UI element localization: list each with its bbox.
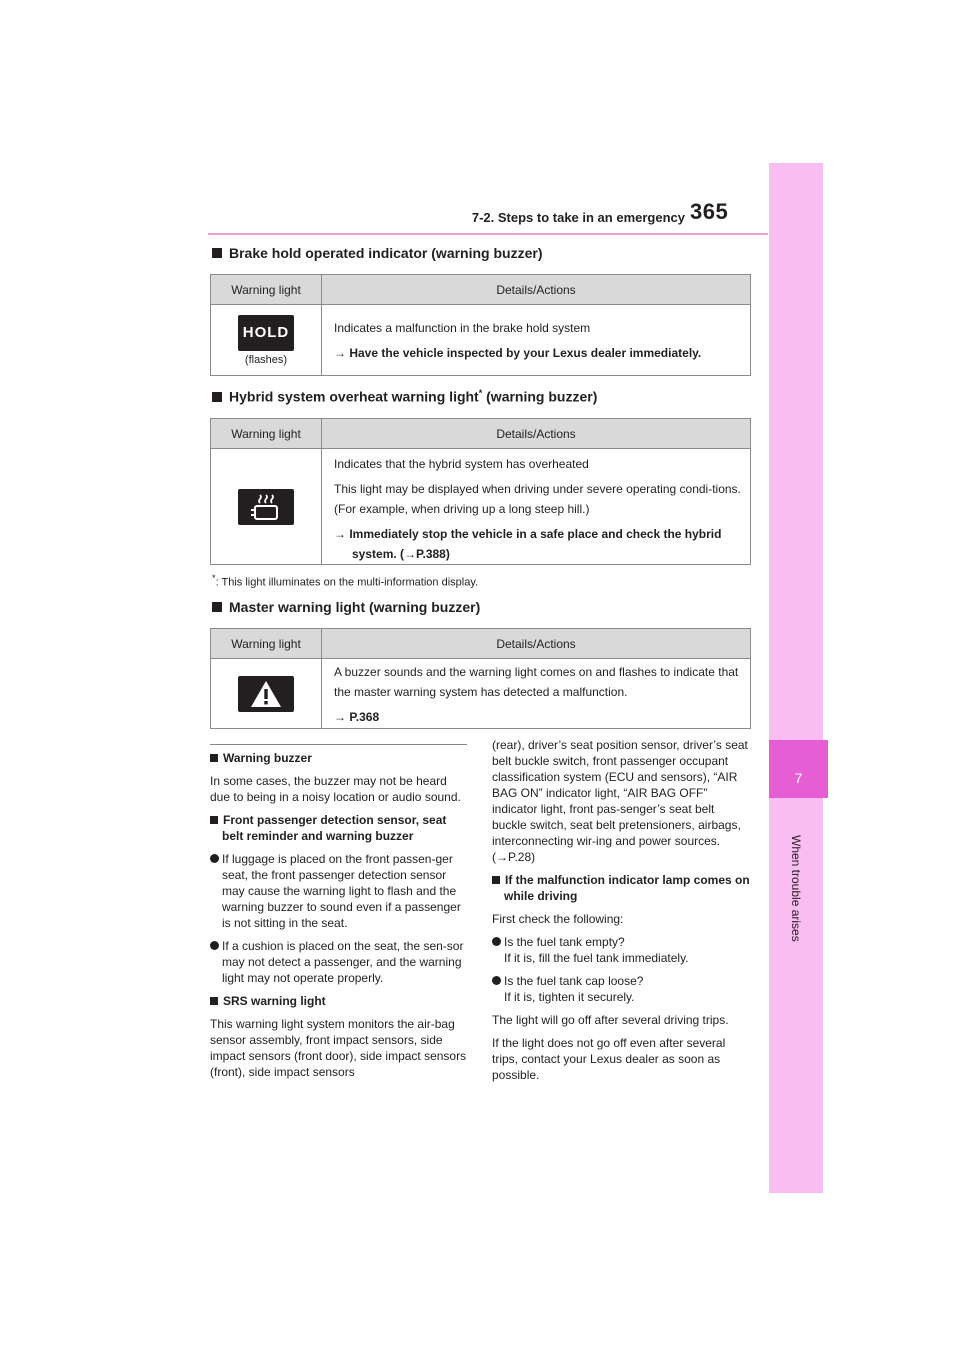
bullet-dot-icon bbox=[492, 976, 501, 985]
square-bullet-icon bbox=[210, 754, 218, 762]
bullet-dot-icon bbox=[492, 937, 501, 946]
square-bullet-icon bbox=[210, 997, 218, 1005]
table-row bbox=[211, 659, 750, 728]
arrow-icon: → bbox=[334, 527, 346, 541]
arrow-icon: → bbox=[334, 346, 346, 360]
page-number: 365 bbox=[690, 199, 729, 224]
hybrid-overheat-icon bbox=[238, 489, 294, 525]
table-hybrid-overheat bbox=[210, 418, 751, 565]
detail-text: Indicates that the hybrid system has overheated bbox=[334, 457, 589, 471]
note-bullet: If a cushion is placed on the seat, the sen-sor may not detect a passenger, and the warning light may not operate properly. bbox=[210, 938, 468, 986]
bullet-dot-icon bbox=[210, 941, 219, 950]
detail-text: A buzzer sounds and the warning light comes on and flashes to indicate that the master warning system has detected a malfunction. bbox=[334, 665, 739, 699]
arrow-icon: → bbox=[334, 710, 346, 724]
col-details-actions: Details/Actions bbox=[496, 636, 576, 651]
table-master-warning bbox=[210, 628, 751, 729]
section-title: 7-2. Steps to take in an emergency bbox=[471, 210, 685, 225]
footnote-marker: * bbox=[478, 388, 483, 398]
note-text: First check the following: bbox=[492, 912, 624, 926]
icon-caption: (flashes) bbox=[244, 353, 288, 366]
table-brake-hold bbox=[210, 274, 751, 376]
note-bullet: Is the fuel tank cap loose? If it is, tighten it securely. bbox=[492, 973, 750, 1005]
detail-text: This light may be displayed when driving under severe operating condi-tions. (For example, when driving up a long steep hill.) bbox=[334, 482, 741, 516]
table-header bbox=[211, 629, 750, 659]
col-warning-light: Warning light bbox=[211, 419, 322, 448]
square-bullet-icon bbox=[212, 602, 222, 612]
note-bullet: If luggage is placed on the front passen-ger seat, the front passenger detection sensor may cause the warning light to flash and the warning buzzer to sound even if a passenger is not sitting in the seat. bbox=[210, 851, 468, 931]
square-bullet-icon bbox=[212, 248, 222, 258]
action-text: → Have the vehicle inspected by your Lexus dealer immediately. bbox=[334, 346, 702, 360]
chapter-title: When trouble arises bbox=[789, 834, 803, 942]
note-text: This warning light system monitors the air-bag sensor assembly, front impact sensors, side impact sensors (front door), side impact sensors (front), side impact sensors bbox=[210, 1017, 467, 1079]
master-warning-icon bbox=[238, 676, 294, 712]
section-heading-master-warning: Master warning light (warning buzzer) bbox=[212, 599, 480, 615]
note-text: In some cases, the buzzer may not be heard due to being in a noisy location or audio sound. bbox=[210, 774, 461, 804]
action-text: → P.368 bbox=[334, 710, 380, 724]
square-bullet-icon bbox=[492, 876, 500, 884]
table-row bbox=[211, 305, 750, 375]
col-details-actions: Details/Actions bbox=[496, 426, 576, 441]
notes-left-column bbox=[210, 750, 468, 1087]
note-text: If the light does not go off even after several trips, contact your Lexus dealer as soon as possible. bbox=[492, 1036, 726, 1082]
notes-divider bbox=[210, 744, 467, 745]
header-rule bbox=[208, 233, 768, 235]
detail-text: Indicates a malfunction in the brake hold system bbox=[334, 321, 591, 335]
footnote: *: This light illuminates on the multi-information display. bbox=[212, 573, 479, 589]
note-bullet: Is the fuel tank empty? If it is, fill the fuel tank immediately. bbox=[492, 934, 750, 966]
col-warning-light: Warning light bbox=[211, 629, 322, 658]
chapter-number: 7 bbox=[794, 770, 803, 786]
square-bullet-icon bbox=[212, 392, 222, 402]
section-heading-brake-hold: Brake hold operated indicator (warning buzzer) bbox=[212, 245, 542, 261]
chapter-tab[interactable] bbox=[769, 740, 828, 798]
note-text: The light will go off after several driving trips. bbox=[492, 1013, 729, 1027]
note-title: SRS warning light bbox=[210, 993, 468, 1009]
brake-hold-icon: HOLD bbox=[238, 315, 294, 351]
bullet-dot-icon bbox=[210, 854, 219, 863]
note-title: If the malfunction indicator lamp comes on while driving bbox=[492, 872, 750, 904]
notes-right-column bbox=[492, 737, 750, 1090]
chapter-title-wrap bbox=[786, 834, 806, 942]
square-bullet-icon bbox=[210, 816, 218, 824]
table-row bbox=[211, 449, 750, 564]
chapter-side-strip bbox=[769, 163, 823, 1193]
section-heading-hybrid-overheat: Hybrid system overheat warning light* (warning buzzer) bbox=[212, 388, 597, 405]
note-title: Front passenger detection sensor, seat belt reminder and warning buzzer bbox=[210, 812, 468, 844]
action-text: → Immediately stop the vehicle in a safe place and check the hybrid system. (→P.388) bbox=[334, 527, 722, 561]
note-title: Warning buzzer bbox=[210, 750, 468, 766]
col-warning-light: Warning light bbox=[211, 275, 322, 304]
table-header bbox=[211, 275, 750, 305]
table-header bbox=[211, 419, 750, 449]
note-text: (rear), driver’s seat position sensor, driver’s seat belt buckle switch, front passenger occupant classification system (ECU and sensors), “AIR BAG ON” indicator light, “AIR BAG OFF” indicator light, front pas-senger’s seat belt buckle switch, seat belt pretensioners, airbags, interconnecting wir-ing and power sources. (→P.28) bbox=[492, 738, 748, 864]
col-details-actions: Details/Actions bbox=[496, 282, 576, 297]
